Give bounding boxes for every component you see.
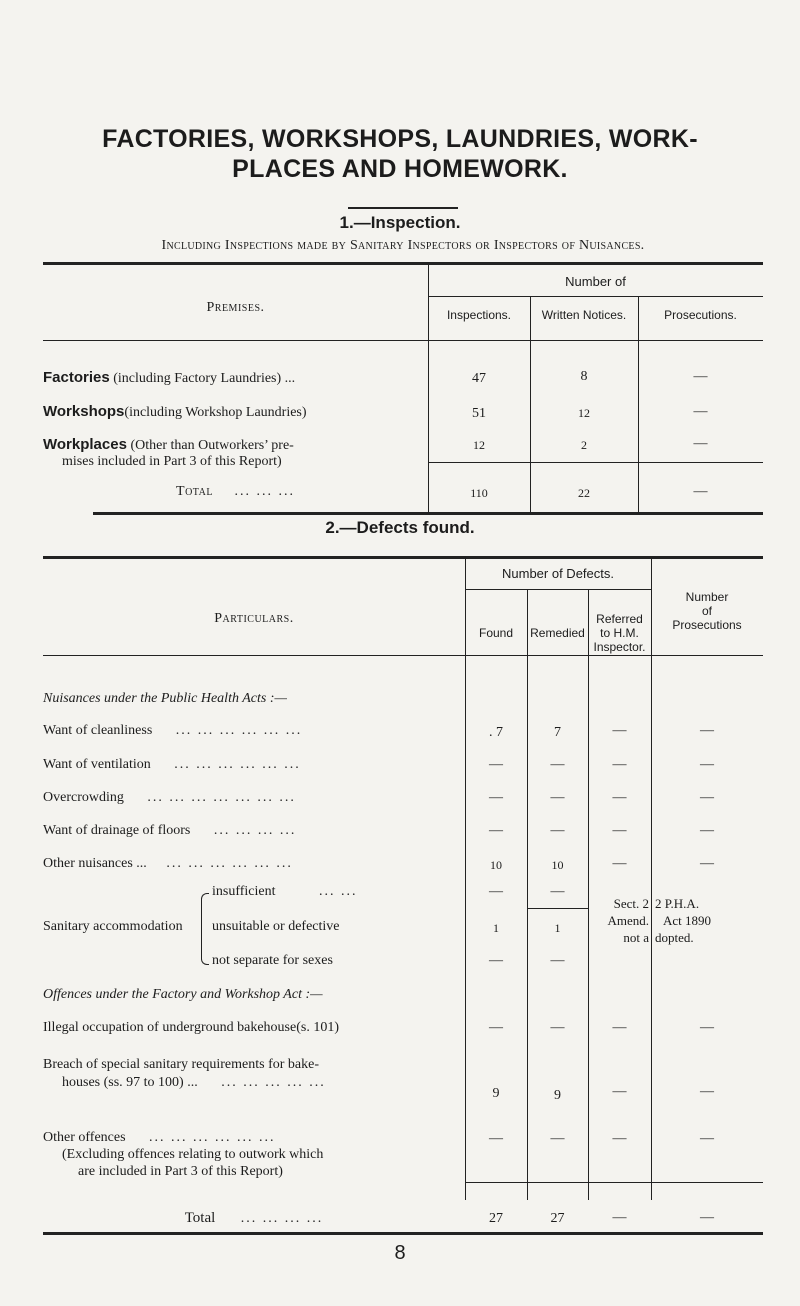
premises-header: Premises. [206,300,265,315]
referred-note-line-2: Amend. [607,913,649,928]
illegal-prosecutions: — [700,1020,714,1035]
table-row-workplaces [43,436,294,454]
workshops-notices: 12 [578,406,590,420]
page-title [0,124,800,184]
drainage-found: — [489,823,503,838]
total-prosecutions: — [693,484,708,499]
overcrowding-remedied: — [550,790,565,805]
factories-prosecutions: — [693,369,708,384]
row-label: insufficient [212,884,276,899]
table2-subheader-rule [465,589,651,590]
sanitary-brace [201,893,209,965]
other-nuisances-referred: — [612,856,627,871]
table2-vline-4 [651,559,652,1200]
prosecutions-header: Prosecutions. [664,308,737,322]
number-of-defects-header: Number of Defects. [502,566,614,581]
row-label: Overcrowding [43,790,124,805]
row-dots: ... ... ... ... ... ... [166,856,293,871]
workshops-prosecutions: — [693,404,708,419]
overcrowding-prosecutions: — [700,790,714,805]
row-label: houses (ss. 97 to 100) ... [62,1075,198,1090]
table-row-breach-sanitary: Breach of special sanitary requirements for bake- [43,1057,319,1072]
referred-header-line-1: Referred [596,612,643,626]
not-separate-found: — [489,953,503,968]
row-dots: ... ... ... ... ... ... [174,757,301,772]
section-1-heading: 1.—Inspection. [339,213,461,232]
nuisances-heading: Nuisances under the Public Health Acts :— [43,691,287,706]
factories-inspections: 47 [472,371,486,386]
table1-subheader-rule [428,296,763,297]
unsuitable-remedied: 1 [554,921,561,935]
insufficient-remedied: — [550,884,565,899]
prosecutions-header-line-1: Number [685,590,729,604]
total-found: 27 [489,1211,503,1226]
drainage-prosecutions: — [700,823,714,838]
row-label: Other nuisances ... [43,856,147,871]
row-label-rest: (including Factory Laundries) ... [109,371,296,386]
table1-top-rule [43,262,763,265]
cleanliness-prosecutions: — [700,723,714,738]
referred-header [588,612,651,654]
row-dots: ... ... ... ... [213,823,297,838]
row-label-bold: Workshops [43,403,125,420]
referred-note-line-3: not a [623,930,649,945]
unsuitable-found: 1 [493,921,499,935]
offences-heading: Offences under the Factory and Workshop Act :— [43,987,323,1002]
table-row-overcrowding [43,790,296,806]
page-number: 8 [394,1242,406,1264]
prosecutions-note-line-2: Act 1890 [663,913,712,928]
table1-vline-2 [530,296,531,512]
overcrowding-found: — [489,790,503,805]
breach-referred: — [612,1084,627,1099]
prosecutions-count-header [651,590,763,632]
page-title-line-1: FACTORIES, WORKSHOPS, LAUNDRIES, WORK- [102,125,698,153]
number-of-header: Number of [565,274,626,289]
workplaces-label-line-2: mises included in Part 3 of this Report) [62,454,282,469]
row-label-bold: Workplaces [43,436,127,453]
breach-prosecutions: — [700,1084,714,1099]
drainage-referred: — [612,823,627,838]
illegal-remedied: — [550,1020,565,1035]
table2-bottom-rule [43,1232,763,1235]
ventilation-prosecutions: — [700,757,714,772]
table2-vline-1 [465,559,466,1200]
table2-total-rule [465,1182,763,1183]
breach-found: 9 [492,1086,500,1101]
table-row-factories [43,369,295,387]
table2-row-total [43,1210,465,1227]
total-remedied: 27 [550,1211,565,1226]
not-separate-remedied: — [550,953,565,968]
table1-total-rule [428,462,763,463]
table-row-want-of-drainage [43,823,296,839]
cleanliness-remedied: 7 [554,725,561,740]
row-label-bold: Factories [43,369,110,386]
workplaces-notices: 2 [581,438,587,452]
referred-header-line-2: to H.M. [600,626,639,640]
sanitary-item-not-separate: not separate for sexes [212,953,333,968]
row-label: Want of ventilation [43,757,151,772]
prosecutions-note-line-3: dopted. [655,930,694,945]
other-offences-line-3: are included in Part 3 of this Report) [78,1164,283,1179]
page-title-line-2: PLACES AND HOMEWORK. [232,155,568,183]
title-rule [348,207,458,209]
table-row-other-nuisances [43,856,293,872]
row-label: Want of drainage of floors [43,823,191,838]
table1-bottom-rule [93,512,763,515]
illegal-referred: — [612,1020,627,1035]
overcrowding-referred: — [612,790,627,805]
referred-note-line-1: Sect. 2 [613,896,649,911]
drainage-remedied: — [550,823,565,838]
sanitary-item-insufficient [212,884,358,900]
table2-top-rule [43,556,763,559]
total-label: Total [184,1210,216,1226]
ventilation-remedied: — [550,757,565,772]
row-label-rest: (including Workshop Laundries) [124,405,307,420]
row-dots: ... ... ... ... ... [221,1075,326,1090]
total-dots: ... ... ... ... [240,1211,324,1226]
other-nuisances-remedied: 10 [551,858,564,872]
other-nuisances-found: 10 [490,858,502,872]
sanitary-item-unsuitable: unsuitable or defective [212,919,340,934]
table2-header-rule [43,655,763,656]
row-label: Want of cleanliness [43,723,153,738]
breach-remedied: 9 [554,1088,561,1103]
table-row-workshops [43,403,307,421]
sanitary-remedied-rule [527,908,588,909]
ventilation-referred: — [612,757,627,772]
row-dots: ... ... ... ... ... ... ... [147,790,296,805]
total-notices: 22 [578,486,590,500]
breach-label-line-2 [62,1075,326,1091]
table1-vline-1 [428,265,429,512]
row-dots: ... ... [319,884,358,899]
sanitary-referred-note [588,895,651,946]
other-offences-referred: — [612,1131,627,1146]
total-referred: — [612,1210,627,1225]
sanitary-accommodation-label: Sanitary accommodation [43,919,183,934]
factories-notices: 8 [580,369,588,384]
other-nuisances-prosecutions: — [700,856,714,871]
workplaces-inspections: 12 [473,438,485,452]
table-row-total [43,484,428,500]
row-dots: ... ... ... ... ... ... [149,1130,276,1145]
workshops-inspections: 51 [472,406,486,421]
remedied-header: Remedied [530,626,585,640]
table-row-other-offences [43,1130,276,1146]
prosecutions-note-line-1: 2 P.H.A. [655,896,700,911]
referred-header-line-3: Inspector. [593,640,646,654]
other-offences-remedied: — [550,1131,565,1146]
illegal-found: — [489,1020,503,1035]
total-prosecutions: — [700,1210,714,1225]
prosecutions-header-line-2: of [701,604,712,618]
cleanliness-found: . 7 [489,725,503,740]
written-notices-header: Written Notices. [541,308,627,322]
other-offences-found: — [489,1131,503,1146]
row-label: Other offences [43,1130,126,1145]
table-row-want-of-ventilation [43,757,301,773]
table-row-want-of-cleanliness [43,723,302,739]
section-1-subtitle: Including Inspections made by Sanitary Inspectors or Inspectors of Nuisances. [161,238,645,253]
cleanliness-referred: — [612,723,627,738]
section-2-heading: 2.—Defects found. [325,518,475,537]
table-row-illegal-occupation: Illegal occupation of underground bakehouse(s. 101) [43,1020,339,1035]
other-offences-prosecutions: — [700,1131,714,1146]
table1-header-rule [43,340,763,341]
found-header: Found [478,626,514,640]
insufficient-found: — [489,884,503,899]
other-offences-line-2: (Excluding offences relating to outwork which [62,1147,324,1162]
sanitary-prosecutions-note [651,895,763,946]
total-inspections: 110 [470,486,488,500]
row-label-rest: (Other than Outworkers’ pre- [126,438,294,453]
prosecutions-header-line-3: Prosecutions [672,618,742,632]
total-label: Total [176,484,213,499]
row-dots: ... ... ... ... ... ... [175,723,303,738]
workplaces-prosecutions: — [693,436,708,451]
particulars-header: Particulars. [214,611,294,626]
ventilation-found: — [489,757,503,772]
inspections-header: Inspections. [446,308,512,322]
total-dots: ... ... ... [234,484,295,499]
